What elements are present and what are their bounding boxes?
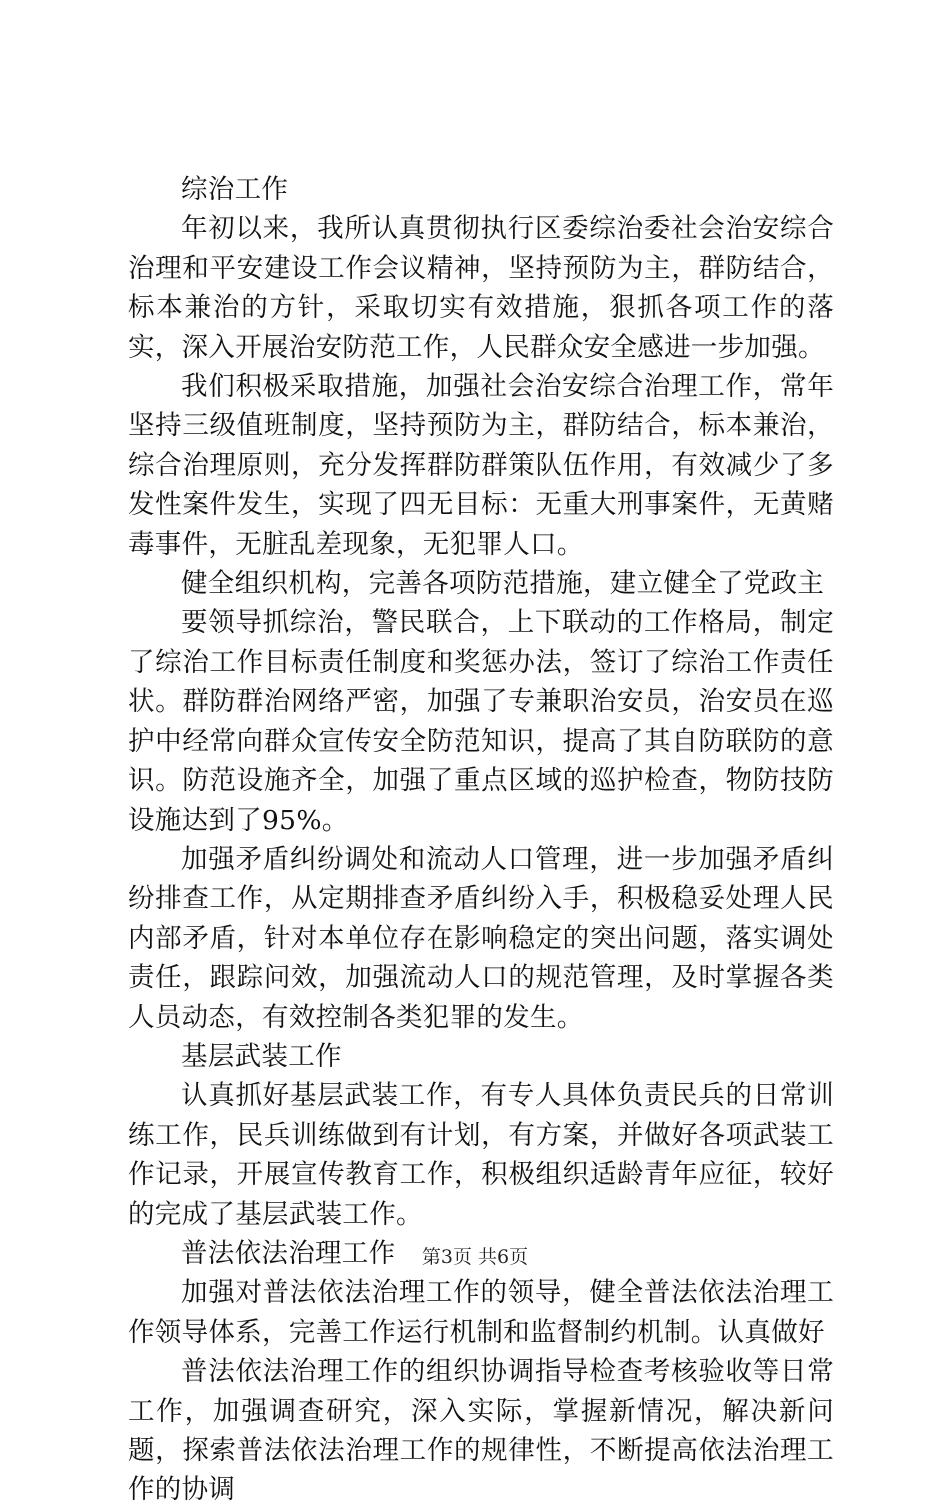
paragraph: 我们积极采取措施，加强社会治安综合治理工作，常年坚持三级值班制度，坚持预防为主，群防结合，标本兼治，综合治理原则，充分发挥群防群策队伍作用，有效减少了多发性案件发生，实现了四无目标：无重大刑事案件，无黄赌毒事件，无脏乱差现象，无犯罪人口。	[128, 371, 834, 560]
paragraph: 普法依法治理工作的组织协调指导检查考核验收等日常工作，加强调查研究，深入实际，掌握新情况，解决新问题，探索普法依法治理工作的规律性，不断提高依法治理工作的协调	[128, 1356, 834, 1506]
section-heading-pufa: 普法依法治理工作	[181, 1237, 396, 1269]
paragraph: 健全组织机构，完善各项防范措施，建立健全了党政主	[181, 568, 825, 600]
paragraph: 加强对普法依法治理工作的领导，健全普法依法治理工作领导体系，完善工作运行机制和监督制约机制。认真做好	[128, 1277, 834, 1348]
paragraph: 认真抓好基层武装工作，有专人具体负责民兵的日常训练工作，民兵训练做到有计划，有方案，并做好各项武装工作记录，开展宣传教育工作，积极组织适龄青年应征，较好的完成了基层武装工作。	[128, 1080, 834, 1230]
section-heading-wuzhuang: 基层武装工作	[181, 1040, 342, 1072]
paragraph: 年初以来，我所认真贯彻执行区委综治委社会治安综合治理和平安建设工作会议精神，坚持预防为主，群防结合，标本兼治的方针，采取切实有效措施，狠抓各项工作的落实，深入开展治安防范工作，人民群众安全感进一步加强。	[128, 213, 834, 363]
paragraph: 加强矛盾纠纷调处和流动人口管理，进一步加强矛盾纠纷排查工作，从定期排查矛盾纠纷入手，积极稳妥处理人民内部矛盾，针对本单位存在影响稳定的突出问题，落实调处责任，跟踪问效，加强流动人口的规范管理，及时掌握各类人员动态，有效控制各类犯罪的发生。	[128, 843, 834, 1033]
page-footer: 第3页 共6页	[421, 1246, 529, 1268]
section-heading-zongzhi: 综治工作	[181, 174, 289, 205]
document-body	[128, 170, 834, 1510]
paragraph: 要领导抓综治，警民联合，上下联动的工作格局，制定了综治工作目标责任制度和奖惩办法，签订了综治工作责任状。群防群治网络严密，加强了专兼职治安员，治安员在巡护中经常向群众宣传安全防范知识，提高了其自防联防的意识。防范设施齐全，加强了重点区域的巡护检查，物防技防设施达到了95%。	[128, 607, 834, 836]
